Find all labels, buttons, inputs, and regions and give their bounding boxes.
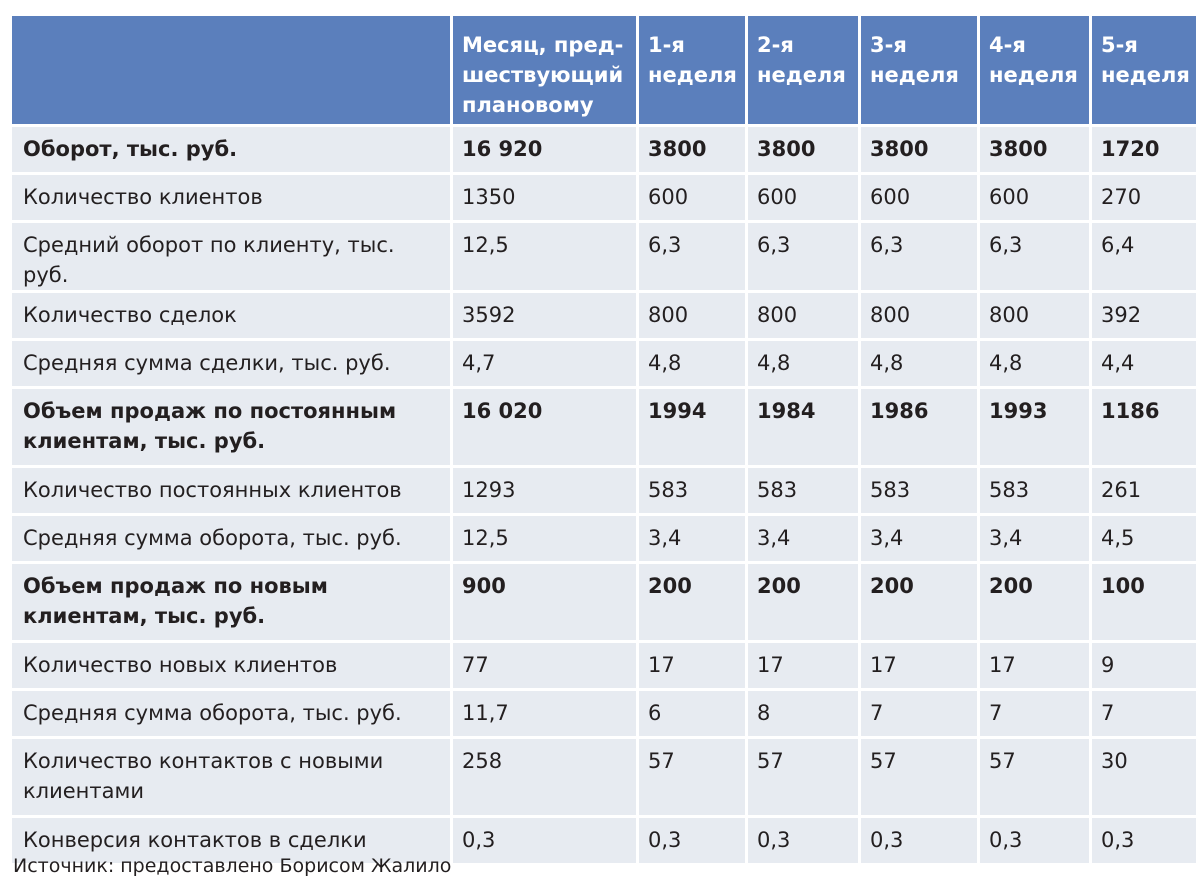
cell-week-3: 3,4 [861, 516, 977, 561]
table-row [12, 643, 1196, 688]
cell-week-1: 200 [639, 564, 745, 640]
row-label: Средняя сумма сделки, тыс. руб. [12, 341, 450, 386]
header-blank [12, 16, 450, 124]
cell-week-4: 57 [980, 739, 1089, 815]
cell-week-2: 8 [748, 691, 858, 736]
row-label: Количество сделок [12, 293, 450, 338]
cell-week-3: 6,3 [861, 223, 977, 290]
cell-week-1: 800 [639, 293, 745, 338]
cell-week-4: 800 [980, 293, 1089, 338]
cell-week-3: 583 [861, 468, 977, 513]
cell-week-3: 0,3 [861, 818, 977, 863]
cell-week-5: 1720 [1092, 127, 1196, 172]
cell-week-1: 17 [639, 643, 745, 688]
cell-week-5: 261 [1092, 468, 1196, 513]
cell-week-3: 57 [861, 739, 977, 815]
cell-week-4: 1993 [980, 389, 1089, 465]
header-week-5: 5-я неделя [1092, 16, 1196, 124]
cell-week-3: 4,8 [861, 341, 977, 386]
row-label: Оборот, тыс. руб. [12, 127, 450, 172]
row-label: Количество новых клиентов [12, 643, 450, 688]
table-row [12, 127, 1196, 172]
cell-week-1: 0,3 [639, 818, 745, 863]
header-prev-month: Месяц, пред-шествующий плановому [453, 16, 636, 124]
cell-prev-month: 77 [453, 643, 636, 688]
cell-week-4: 3,4 [980, 516, 1089, 561]
cell-week-1: 583 [639, 468, 745, 513]
cell-week-5: 392 [1092, 293, 1196, 338]
cell-week-4: 17 [980, 643, 1089, 688]
cell-week-2: 6,3 [748, 223, 858, 290]
cell-week-3: 600 [861, 175, 977, 220]
cell-week-2: 4,8 [748, 341, 858, 386]
cell-week-4: 3800 [980, 127, 1089, 172]
cell-week-1: 3800 [639, 127, 745, 172]
cell-week-2: 200 [748, 564, 858, 640]
row-label: Объем продаж по постоянным клиентам, тыс. руб. [12, 389, 450, 465]
cell-prev-month: 3592 [453, 293, 636, 338]
cell-week-2: 57 [748, 739, 858, 815]
cell-prev-month: 1350 [453, 175, 636, 220]
cell-week-5: 1186 [1092, 389, 1196, 465]
table-row [12, 691, 1196, 736]
header-week-4: 4-я неделя [980, 16, 1089, 124]
cell-prev-month: 900 [453, 564, 636, 640]
cell-week-5: 6,4 [1092, 223, 1196, 290]
cell-week-1: 4,8 [639, 341, 745, 386]
table-row [12, 341, 1196, 386]
row-label: Конверсия контактов в сделки [12, 818, 450, 863]
cell-week-3: 17 [861, 643, 977, 688]
header-row [12, 16, 1196, 124]
cell-week-4: 6,3 [980, 223, 1089, 290]
row-label: Средний оборот по клиенту, тыс. руб. [12, 223, 450, 290]
cell-prev-month: 1293 [453, 468, 636, 513]
cell-prev-month: 11,7 [453, 691, 636, 736]
cell-week-2: 800 [748, 293, 858, 338]
cell-week-2: 3800 [748, 127, 858, 172]
header-week-2: 2-я неделя [748, 16, 858, 124]
cell-week-4: 583 [980, 468, 1089, 513]
cell-week-2: 600 [748, 175, 858, 220]
row-label: Объем продаж по новым клиентам, тыс. руб. [12, 564, 450, 640]
cell-week-1: 6 [639, 691, 745, 736]
cell-week-4: 0,3 [980, 818, 1089, 863]
cell-week-5: 7 [1092, 691, 1196, 736]
cell-week-1: 3,4 [639, 516, 745, 561]
table-row [12, 468, 1196, 513]
cell-week-2: 583 [748, 468, 858, 513]
cell-week-1: 6,3 [639, 223, 745, 290]
table-row [12, 293, 1196, 338]
header-week-1: 1-я неделя [639, 16, 745, 124]
cell-prev-month: 258 [453, 739, 636, 815]
cell-week-4: 4,8 [980, 341, 1089, 386]
row-label: Количество постоянных клиентов [12, 468, 450, 513]
cell-week-4: 200 [980, 564, 1089, 640]
cell-week-3: 1986 [861, 389, 977, 465]
cell-week-1: 1994 [639, 389, 745, 465]
cell-prev-month: 0,3 [453, 818, 636, 863]
table-row [12, 516, 1196, 561]
cell-week-5: 0,3 [1092, 818, 1196, 863]
row-label: Средняя сумма оборота, тыс. руб. [12, 691, 450, 736]
row-label: Количество контактов с новыми клиентами [12, 739, 450, 815]
source-note: Источник: предоставлено Борисом Жалило [13, 855, 452, 877]
row-label: Средняя сумма оборота, тыс. руб. [12, 516, 450, 561]
header-week-3: 3-я неделя [861, 16, 977, 124]
cell-week-5: 9 [1092, 643, 1196, 688]
cell-week-5: 30 [1092, 739, 1196, 815]
sales-plan-table [9, 13, 1199, 866]
cell-week-3: 200 [861, 564, 977, 640]
cell-week-5: 4,5 [1092, 516, 1196, 561]
table-row [12, 175, 1196, 220]
cell-prev-month: 12,5 [453, 516, 636, 561]
cell-week-2: 17 [748, 643, 858, 688]
cell-week-2: 1984 [748, 389, 858, 465]
cell-week-1: 57 [639, 739, 745, 815]
cell-prev-month: 16 020 [453, 389, 636, 465]
cell-week-4: 600 [980, 175, 1089, 220]
cell-week-1: 600 [639, 175, 745, 220]
cell-week-5: 4,4 [1092, 341, 1196, 386]
cell-week-3: 800 [861, 293, 977, 338]
cell-week-4: 7 [980, 691, 1089, 736]
table-row [12, 389, 1196, 465]
cell-prev-month: 4,7 [453, 341, 636, 386]
cell-prev-month: 16 920 [453, 127, 636, 172]
cell-week-5: 270 [1092, 175, 1196, 220]
row-label: Количество клиентов [12, 175, 450, 220]
cell-week-5: 100 [1092, 564, 1196, 640]
cell-prev-month: 12,5 [453, 223, 636, 290]
cell-week-3: 7 [861, 691, 977, 736]
table-row [12, 223, 1196, 290]
table-row [12, 739, 1196, 815]
cell-week-2: 3,4 [748, 516, 858, 561]
cell-week-3: 3800 [861, 127, 977, 172]
cell-week-2: 0,3 [748, 818, 858, 863]
table-row [12, 564, 1196, 640]
